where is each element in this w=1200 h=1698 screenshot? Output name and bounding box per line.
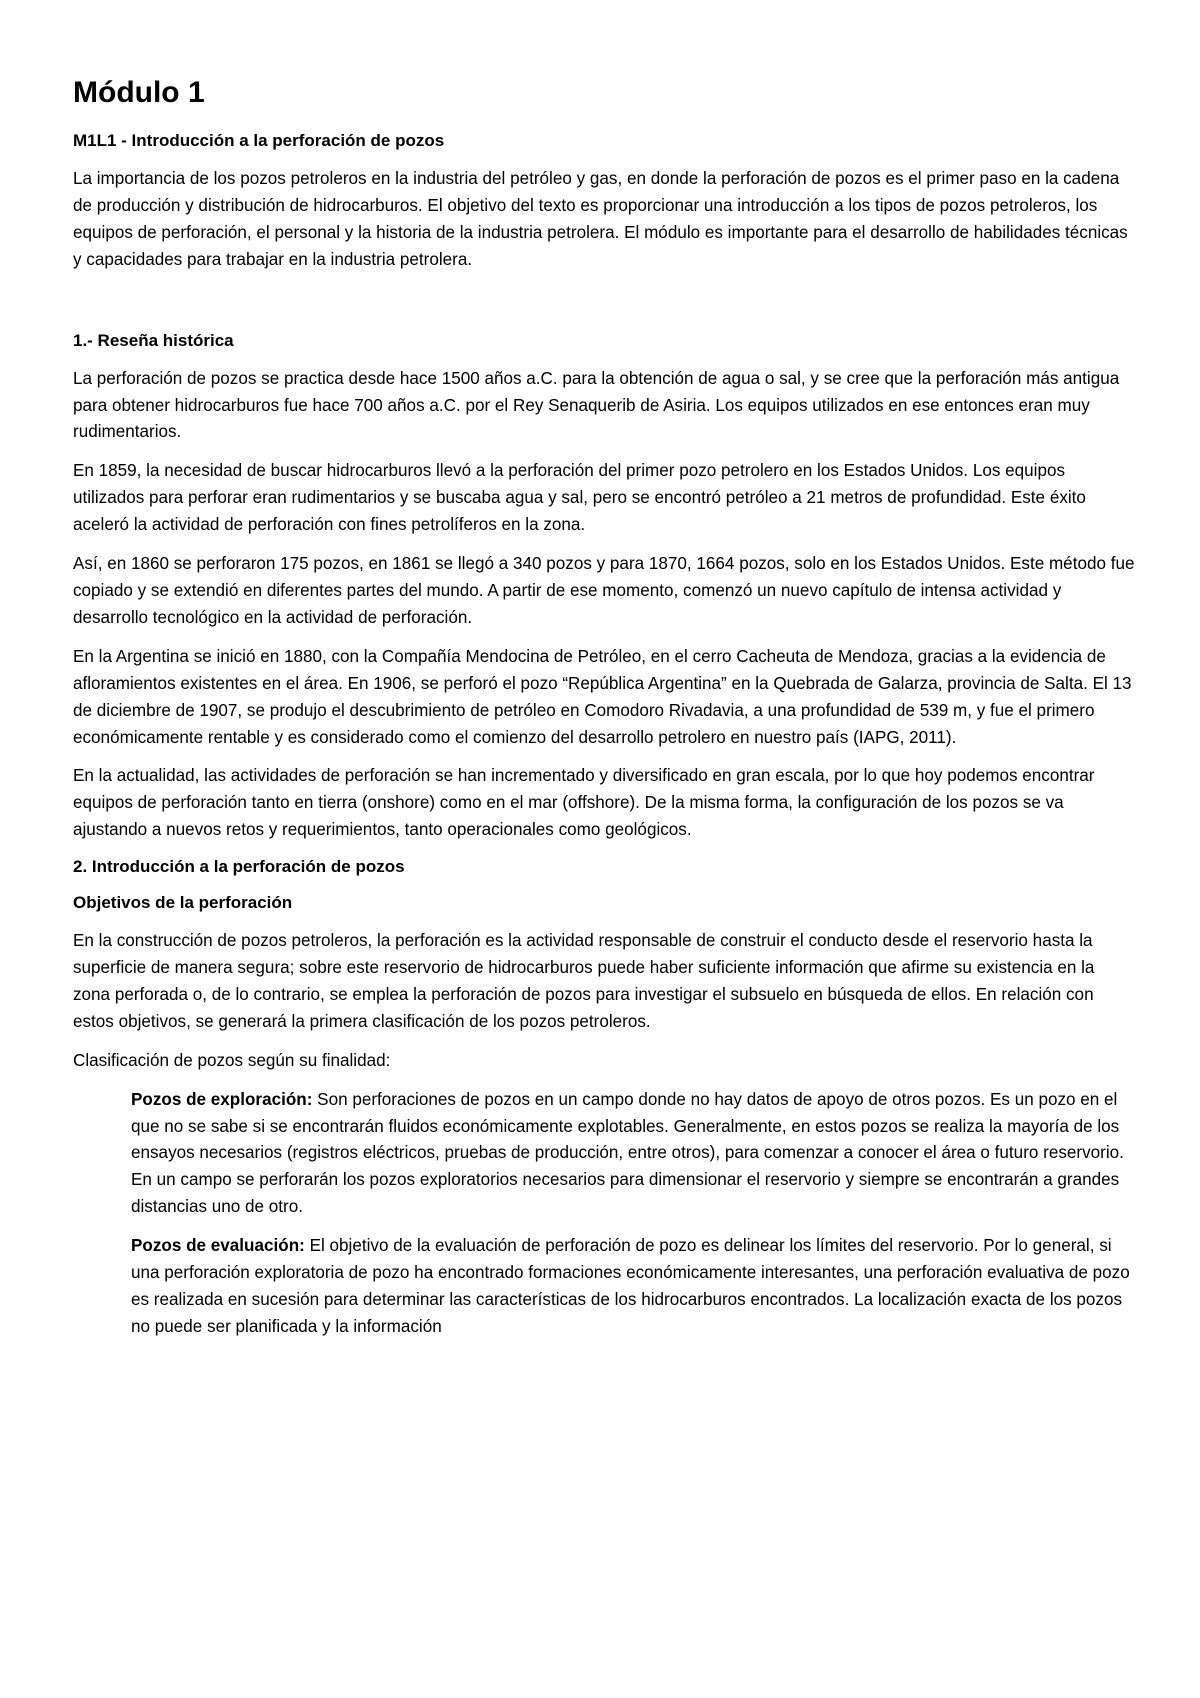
list-item <box>131 1087 1135 1222</box>
spacer <box>73 286 1135 330</box>
list-item-text: Son perforaciones de pozos en un campo donde no hay datos de apoyo de otros pozos. Es un pozo en el que no se sabe si se encontrarán fluidos económicamente explotables. Generalmente, en estos pozos se realiza la mayoría de los ensayos necesarios (registros eléctricos, pruebas de producción, entre otros), para comenzar a conocer el área o futuro reservorio. En un campo se perforarán los pozos exploratorios necesarios para dimensionar el reservorio y siempre se encontrarán a grandes distancias uno de otro. <box>131 1089 1124 1217</box>
section1-paragraph: La perforación de pozos se practica desde hace 1500 años a.C. para la obtención de agua o sal, y se cree que la perforación más antigua para obtener hidrocarburos fue hace 700 años a.C. por el Rey Senaquerib de Asiria. Los equipos utilizados en ese entonces eran muy rudimentarios. <box>73 368 1120 442</box>
list-item-text: El objetivo de la evaluación de perforación de pozo es delinear los límites del reservorio. Por lo general, si una perforación exploratoria de pozo ha encontrado formaciones económicamente interesantes, una perforación evaluativa de pozo es realizada en sucesión para determinar las características de los hidrocarburos encontrados. La localización exacta de los pozos no puede ser planificada y la información <box>131 1236 1130 1336</box>
section2-heading: 2. Introducción a la perforación de pozos <box>73 857 405 877</box>
section1-paragraph: En 1859, la necesidad de buscar hidrocarburos llevó a la perforación del primer pozo petrolero en los Estados Unidos. Los equipos utilizados para perforar eran rudimentarios y se buscaba agua y sal, pero se encontró petróleo a 21 metros de profundidad. Este éxito aceleró la actividad de perforación con fines petrolíferos en la zona. <box>73 461 1086 535</box>
list-item <box>131 1233 1135 1341</box>
lesson-title: M1L1 - Introducción a la perforación de pozos <box>73 131 445 150</box>
classification-intro: Clasificación de pozos según su finalidad: <box>73 1050 391 1070</box>
list-item-term: Pozos de evaluación: <box>131 1236 305 1256</box>
intro-paragraph: La importancia de los pozos petroleros en la industria del petróleo y gas, en donde la perforación de pozos es el primer paso en la cadena de producción y distribución de hidrocarburos. El objetivo del texto es proporcionar una introducción a los tipos de pozos petroleros, los equipos de perforación, el personal y la historia de la industria petrolera. El módulo es importante para el desarrollo de habilidades técnicas y capacidades para trabajar en la industria petrolera. <box>73 169 1128 269</box>
section1-heading: 1.- Reseña histórica <box>73 330 234 350</box>
section1-paragraph: En la Argentina se inició en 1880, con la Compañía Mendocina de Petróleo, en el cerro Cacheuta de Mendoza, gracias a la evidencia de afloramientos existentes en el área. En 1906, se perforó el pozo “República Argentina” en la Quebrada de Galarza, provincia de Salta. El 13 de diciembre de 1907, se produjo el descubrimiento de petróleo en Comodoro Rivadavia, a una profundidad de 539 m, y fue el primero económicamente rentable y es considerado como el comienzo del desarrollo petrolero en nuestro país (IAPG, 2011). <box>73 646 1132 747</box>
section2-subheading: Objetivos de la perforación <box>73 893 293 913</box>
section2-paragraph: En la construcción de pozos petroleros, la perforación es la actividad responsable de construir el conducto desde el reservorio hasta la superficie de manera segura; sobre este reservorio de hidrocarburos puede haber suficiente información que afirme su existencia en la zona perforada o, de lo contrario, se emplea la perforación de pozos para investigar el subsuelo en búsqueda de ellos. En relación con estos objetivos, se generará la primera clasificación de los pozos petroleros. <box>73 931 1095 1031</box>
section1-paragraph: En la actualidad, las actividades de perforación se han incrementado y diversificado en gran escala, por lo que hoy podemos encontrar equipos de perforación tanto en tierra (onshore) como en el mar (offshore). De la misma forma, la configuración de los pozos se va ajustando a nuevos retos y requerimientos, tanto operacionales como geológicos. <box>73 766 1095 840</box>
list-item-term: Pozos de exploración: <box>131 1089 313 1109</box>
module-title: Módulo 1 <box>73 76 205 109</box>
section1-paragraph: Así, en 1860 se perforaron 175 pozos, en 1861 se llegó a 340 pozos y para 1870, 1664 pozos, solo en los Estados Unidos. Este método fue copiado y se extendió en diferentes partes del mundo. A partir de ese momento, comenzó un nuevo capítulo de intensa actividad y desarrollo tecnológico en la actividad de perforación. <box>73 554 1135 627</box>
document-page <box>73 76 1135 1353</box>
